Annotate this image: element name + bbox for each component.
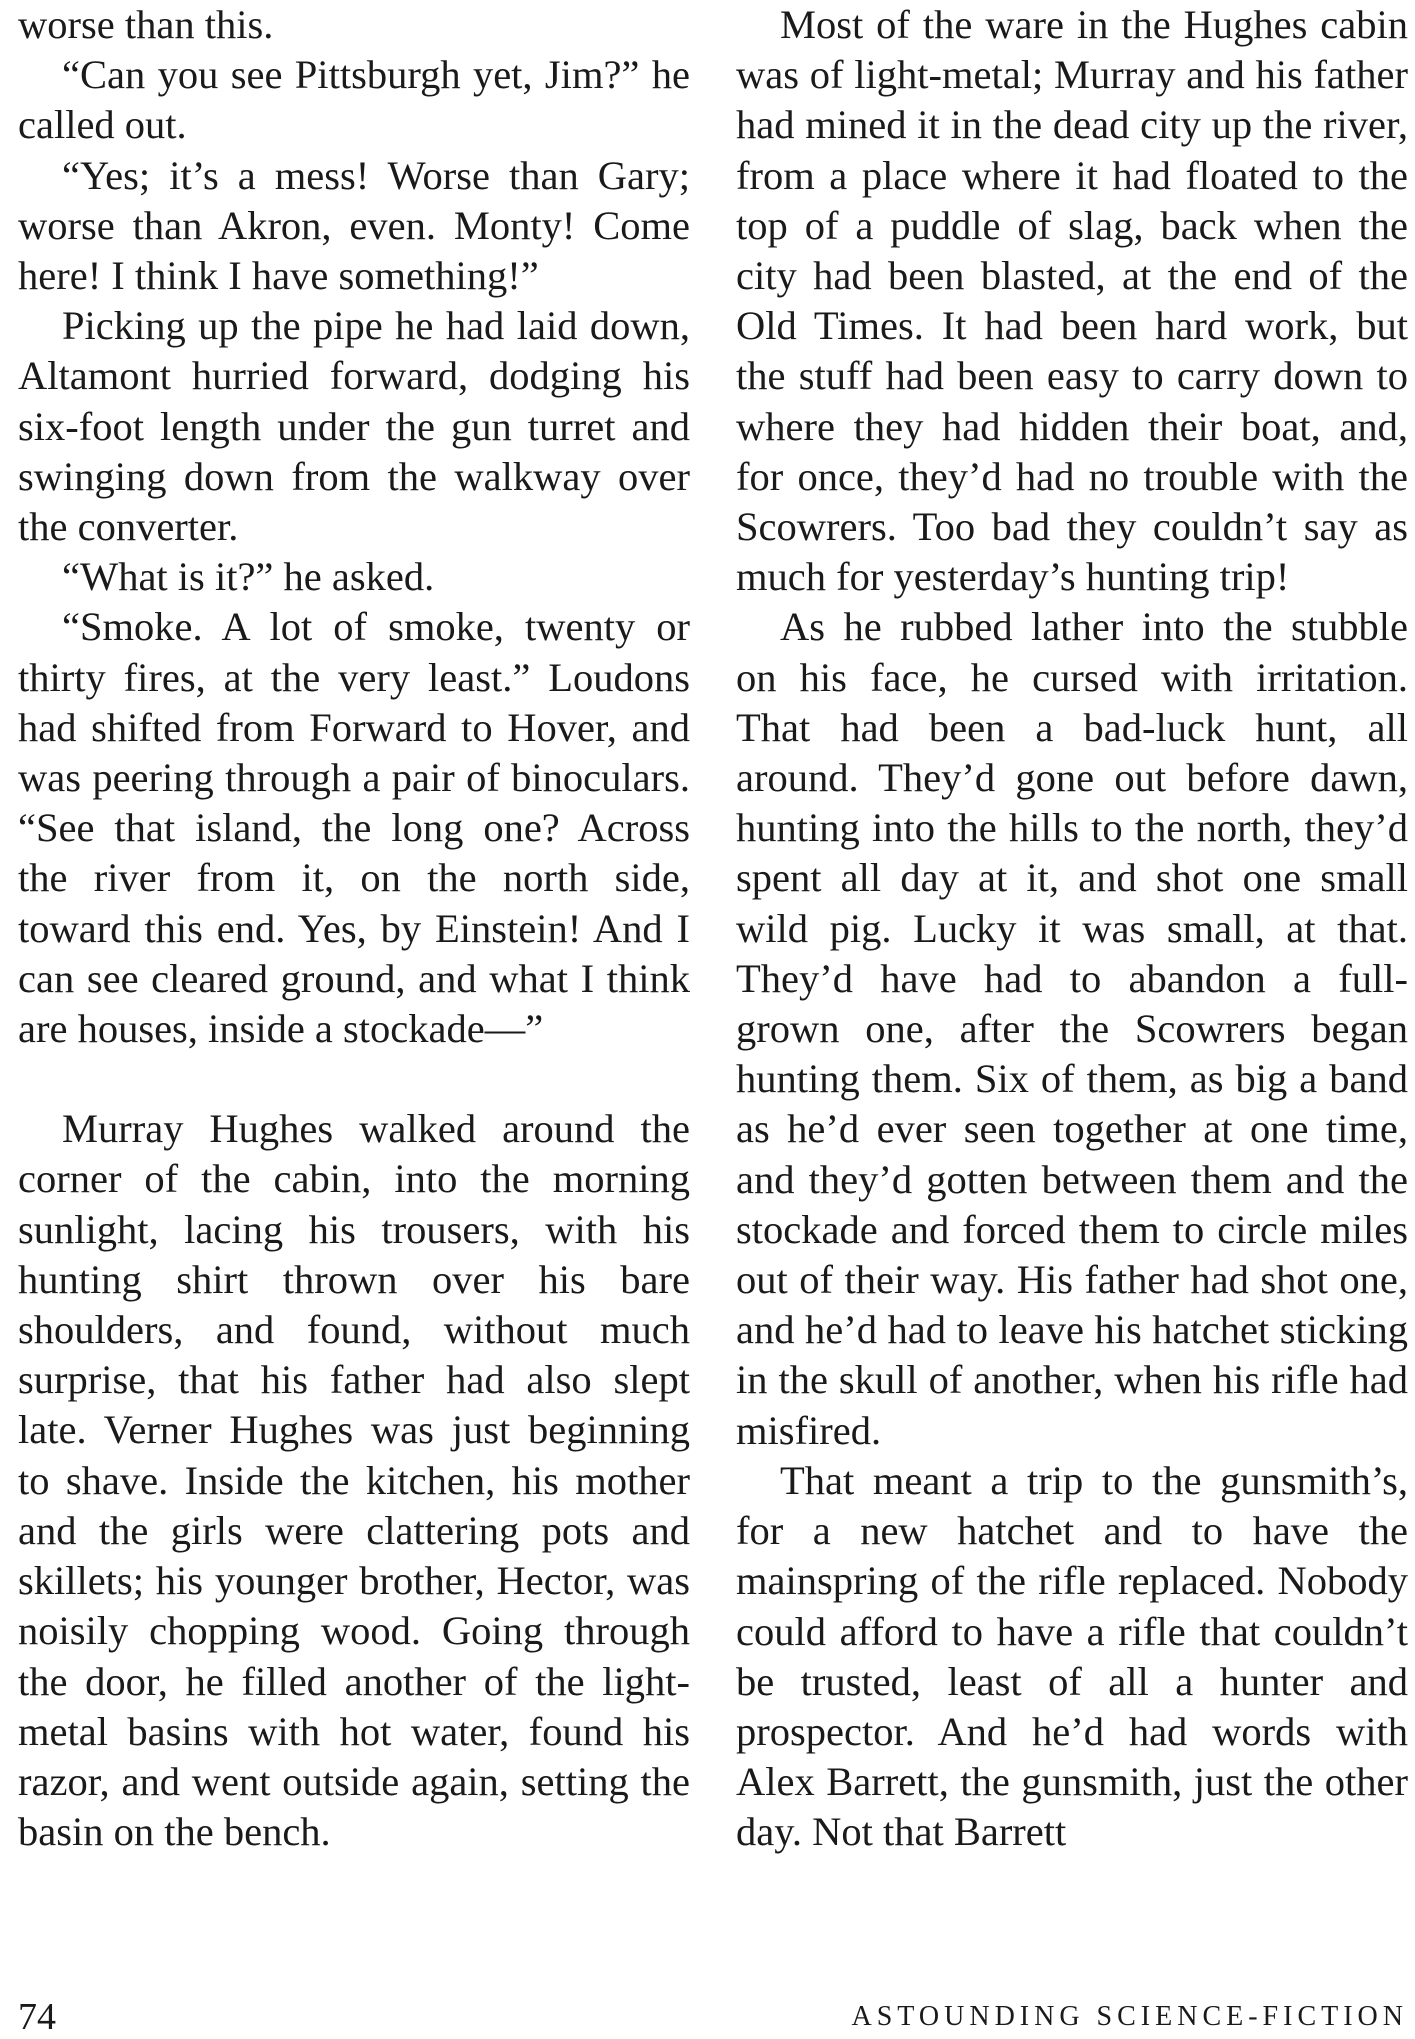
right-column xyxy=(736,0,1408,1858)
running-footer-title: ASTOUNDING SCIENCE-FICTION xyxy=(851,2001,1408,2032)
paragraph: That meant a trip to the gunsmith’s, for a new hatchet and to have the mainspring of the rifle replaced. Nobody could afford to have a rifle that couldn’t be trusted, least of all a hunter and prospector. And he’d had words with Alex Barrett, the gunsmith, just the other day. Not that Barrett xyxy=(736,1457,1408,1855)
paragraph: Picking up the pipe he had laid down, Altamont hurried forward, dodging his six-foot length under the gun turret and swinging down from the walkway over the converter. xyxy=(18,303,690,550)
paragraph: As he rubbed lather into the stubble on his face, he cursed with irritation. That had been a bad-luck hunt, all around. They’d gone out before dawn, hunting into the hills to the north, they’d spent all day at it, and shot one small wild pig. Lucky it was small, at that. They’d have had to abandon a full-grown one, after the Scowrers began hunting them. Six of them, as big a band as he’d ever seen together at one time, and they’d gotten between them and the stockade and forced them to circle miles out of their way. His father had shot one, and he’d had to leave his hatchet sticking in the skull of another, when his rifle had misfired. xyxy=(736,604,1408,1453)
paragraph: “What is it?” he asked. xyxy=(62,554,435,600)
paragraph: “Can you see Pittsburgh yet, Jim?” he called out. xyxy=(18,52,690,148)
paragraph: Most of the ware in the Hughes cabin was of light-metal; Murray and his father had mined it in the dead city up the river, from a place where it had floated to the top of a puddle of slag, back when the city had been blasted, at the end of the Old Times. It had been hard work, but the stuff had been easy to carry down to where they had hidden their boat, and, for once, they’d had no trouble with the Scowrers. Too bad they couldn’t say as much for yesterday’s hunting trip! xyxy=(736,2,1408,600)
paragraph: “Smoke. A lot of smoke, twenty or thirty fires, at the very least.” Loudons had shifted from Forward to Hover, and was peering through a pair of binoculars. “See that island, the long one? Across the river from it, on the north side, toward this end. Yes, by Einstein! And I can see cleared ground, and what I think are houses, inside a stockade—” xyxy=(18,604,690,1052)
page-number: 74 xyxy=(18,1996,56,2038)
left-column xyxy=(18,0,690,1857)
paragraph: “Yes; it’s a mess! Worse than Gary; worse than Akron, even. Monty! Come here! I think I have something!” xyxy=(18,152,690,299)
page-footer xyxy=(18,1995,1408,2038)
paragraph: worse than this. xyxy=(18,2,274,47)
paragraph: Murray Hughes walked around the corner of the cabin, into the morning sunlight, lacing his trousers, with his hunting shirt thrown over his bare shoulders, and found, without much surprise, that his father had also slept late. Verner Hughes was just beginning to shave. Inside the kitchen, his mother and the girls were clattering pots and skillets; his younger brother, Hector, was noisily chopping wood. Going through the door, he filled another of the light-metal basins with hot water, found his razor, and went outside again, setting the basin on the bench. xyxy=(18,1106,690,1855)
